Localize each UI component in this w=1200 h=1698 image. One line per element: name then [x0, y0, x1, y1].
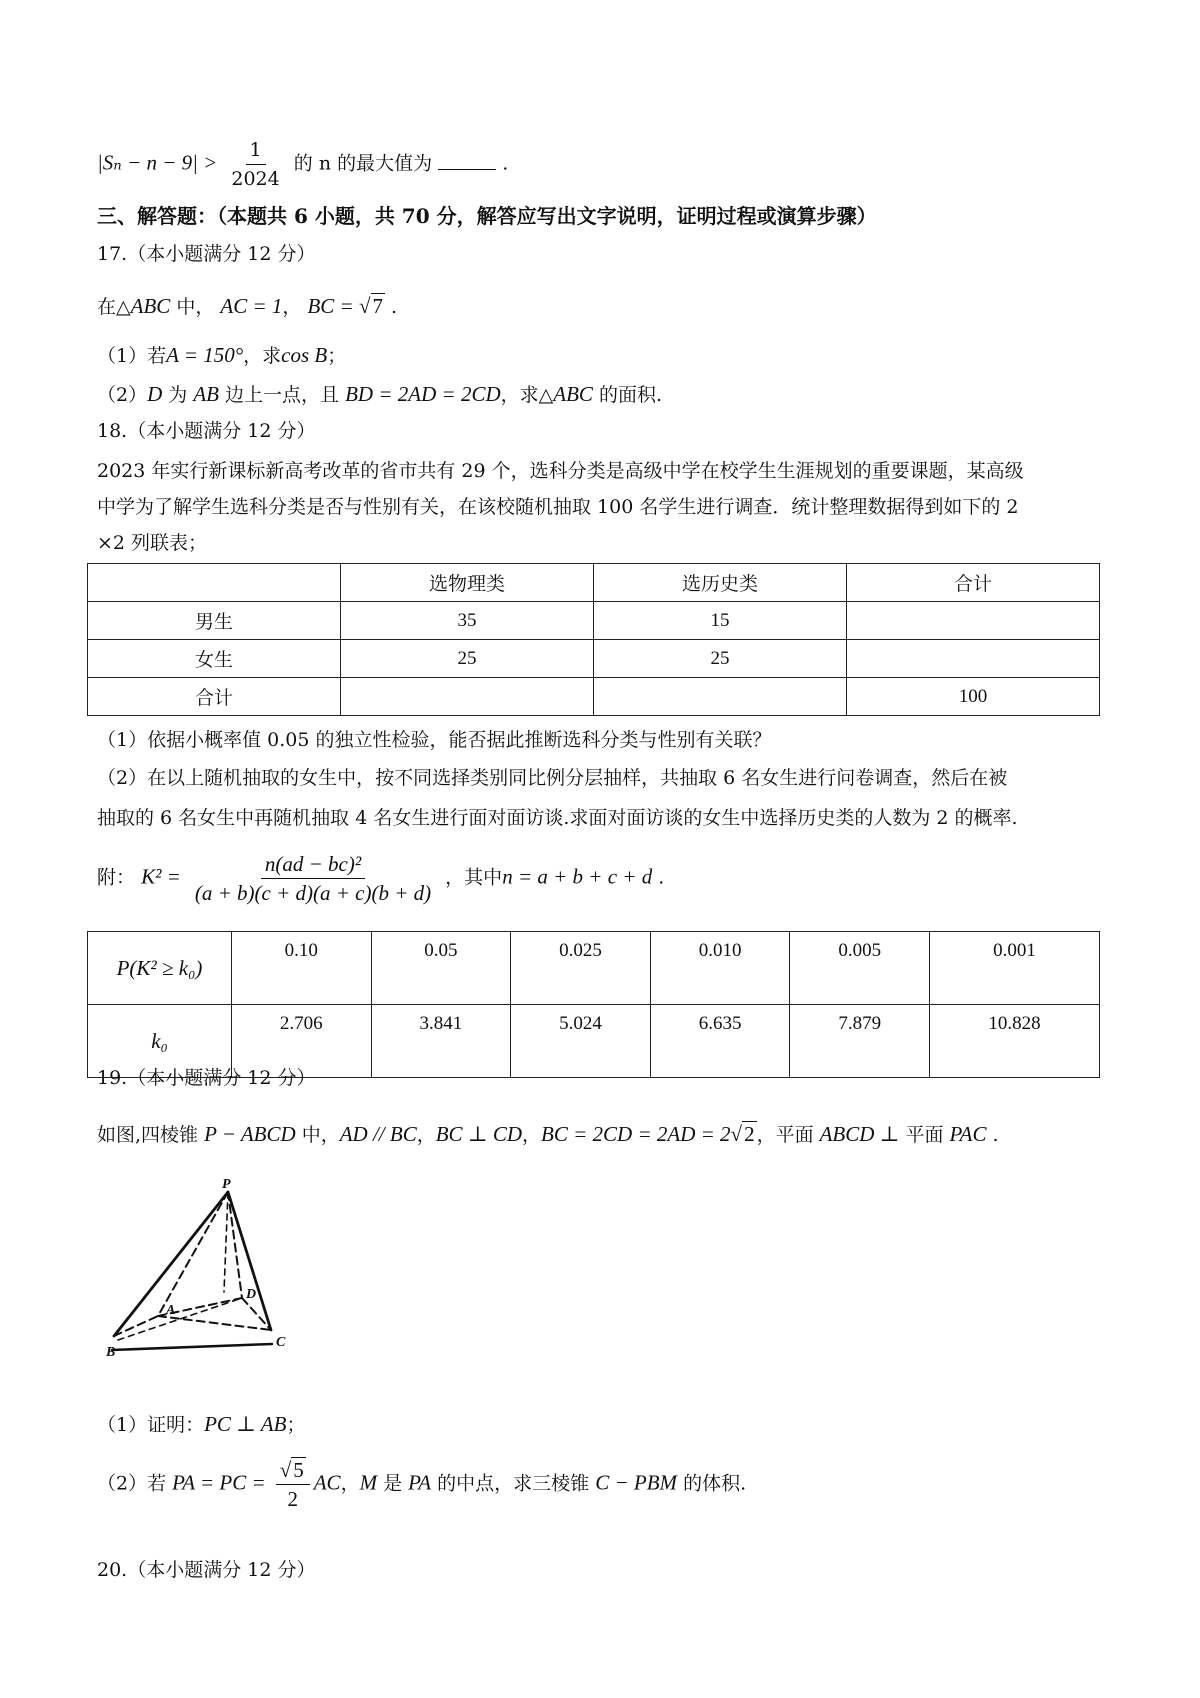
- table-row: [88, 640, 1100, 678]
- q19-sep: ，: [340, 1472, 360, 1495]
- table-header-cell: 选历史类: [593, 564, 846, 602]
- table-cell: 女生: [88, 640, 341, 678]
- table-cell: P(K² ≥ k₀): [88, 932, 232, 1005]
- q19-part2-text-2: 的中点，求三棱锥: [431, 1472, 596, 1495]
- formula-denominator: (a + b)(c + d)(a + c)(b + d): [194, 881, 432, 905]
- q19-sep-1: ，: [416, 1124, 436, 1146]
- q19-perpendicular: BC ⊥ CD: [435, 1122, 522, 1146]
- q18-header: 18.（本小题满分 12 分）: [97, 420, 316, 442]
- q17-part1-end: ；: [327, 345, 347, 367]
- formula-numerator: n(ad − bc)²: [261, 852, 365, 879]
- q16-text: 的 n 的最大值为: [293, 152, 433, 175]
- q17-part1: [97, 341, 1140, 370]
- q19-stem-text-3: ，平面: [756, 1124, 820, 1146]
- pyramid-figure: [106, 1174, 296, 1364]
- table-cell: 3.841: [371, 1005, 511, 1078]
- table-header-cell: 选物理类: [340, 564, 593, 602]
- section-3-title: 三、解答题：（本题共 6 小题，共 70 分，解答应写出文字说明，证明过程或演算步骤）: [97, 204, 877, 228]
- table-cell: [340, 678, 593, 716]
- q20-header: 20.（本小题满分 12 分）: [97, 1559, 316, 1581]
- contingency-table: [87, 563, 1100, 716]
- q17-part1-label: （1）若: [97, 345, 167, 367]
- table-cell: 男生: [88, 602, 341, 640]
- table-row: [88, 602, 1100, 640]
- q16-fraction: [227, 138, 283, 191]
- q17-part2-end: 的面积.: [592, 384, 663, 406]
- table-cell: 2.706: [232, 1005, 372, 1078]
- q19-frac-root: 5: [293, 1458, 304, 1482]
- q17-triangle-name: ABC: [130, 294, 171, 318]
- q18-part2-line1: （2）在以上随机抽取的女生中，按不同选择类别同比例分层抽样，共抽取 6 名女生进行问卷调查，然后在被: [97, 767, 1008, 789]
- formula-tail-text: ，其中: [445, 866, 503, 889]
- vertex-d-label: D: [246, 1287, 257, 1302]
- table-row: [88, 678, 1100, 716]
- q17-header: 17.（本小题满分 12 分）: [97, 243, 316, 265]
- vertex-c-label: C: [276, 1335, 286, 1350]
- q18-para-line2: 中学为了解学生选科分类是否与性别有关，在该校随机抽取 100 名学生进行调查．统计整理数据得到如下的 2: [97, 496, 1019, 518]
- q19-plane-pac: PAC: [949, 1122, 987, 1146]
- formula-end: .: [652, 866, 665, 889]
- q19-part1-end: ；: [286, 1414, 306, 1436]
- q17-stem: 在△ABC 中， AC = 1， BC = √7 .: [97, 294, 398, 318]
- q17-stem-text: 在△: [97, 296, 131, 318]
- table-cell: 25: [340, 640, 593, 678]
- q19-stem-end: .: [986, 1124, 999, 1146]
- q17-segment-ab: AB: [193, 382, 220, 406]
- q19-segment-pa: PA: [408, 1470, 432, 1495]
- table-header-cell: 合计: [846, 564, 1099, 602]
- q19-sep-2: ，: [522, 1124, 542, 1146]
- q19-point-m: M: [359, 1470, 378, 1495]
- q17-point-d: D: [147, 382, 163, 406]
- table-header-cell: [88, 564, 341, 602]
- q17-part2-text: 为: [162, 384, 194, 406]
- q18-para-line3: ×2 列联表；: [97, 532, 208, 554]
- answer-blank[interactable]: [438, 151, 496, 170]
- q19-parallel: AD // BC: [339, 1122, 417, 1146]
- table-cell: 35: [340, 602, 593, 640]
- q19-lengths: BC = 2CD = 2AD = 2: [541, 1122, 731, 1146]
- q18-part1: （1）依据小概率值 0.05 的独立性检验，能否据此推断选科分类与性别有关联？: [97, 729, 772, 751]
- table-cell: 25: [593, 640, 846, 678]
- q19-part2-lengths: PA = PC =: [172, 1470, 266, 1495]
- q19-part2-label: （2）若: [97, 1472, 173, 1495]
- formula-fraction: [191, 852, 435, 905]
- q19-frac-denominator: 2: [287, 1487, 298, 1511]
- table-cell: 合计: [88, 678, 341, 716]
- q17-angle-a: A = 150°: [166, 343, 244, 367]
- q19-part1-claim: PC ⊥ AB: [204, 1412, 287, 1436]
- q19-stem-text-4: 平面: [899, 1124, 950, 1146]
- formula-n-sum: n = a + b + c + d: [502, 864, 653, 889]
- q17-part2-label: （2）: [97, 384, 148, 406]
- q16-expression: |Sₙ − n − 9| >: [97, 150, 218, 175]
- q18-para-line1: 2023 年实行新课标新高考改革的省市共有 29 个，选科分类是高级中学在校学生生涯规划的重要课题，某高级: [97, 460, 1024, 482]
- table-cell: 7.879: [790, 1005, 930, 1078]
- vertex-a-label: A: [166, 1303, 176, 1318]
- q17-part2-text-2: 边上一点，且: [219, 384, 346, 406]
- q19-segment-ac: AC: [313, 1470, 341, 1495]
- table-cell: 10.828: [930, 1005, 1100, 1078]
- q19-part1: [97, 1410, 1140, 1439]
- q17-cos-b: cos B: [281, 343, 328, 367]
- q16-frac-denominator: 2024: [231, 168, 280, 190]
- table-cell: k₀: [88, 1005, 232, 1078]
- q17-bc-label: BC =: [307, 294, 359, 318]
- q19-part2: [97, 1458, 1140, 1511]
- q17-part2: [97, 380, 1140, 409]
- table-row: [88, 932, 1100, 1005]
- table-cell: 0.025: [511, 932, 651, 1005]
- q17-ac-value: AC = 1: [220, 294, 283, 318]
- q16-tail: [97, 138, 1140, 191]
- table-cell: 15: [593, 602, 846, 640]
- q18-formula: [97, 852, 1140, 905]
- formula-label: 附：: [97, 866, 136, 889]
- q19-frac-numerator: √5: [276, 1458, 310, 1485]
- formula-lhs: K² =: [141, 864, 181, 889]
- q19-pyramid: P − ABCD: [204, 1122, 296, 1146]
- table-cell: [593, 678, 846, 716]
- q19-tetrahedron: C − PBM: [595, 1470, 678, 1495]
- q17-part1-text: ，求: [243, 345, 282, 367]
- table-cell: 0.001: [930, 932, 1100, 1005]
- vertex-b-label: B: [106, 1345, 116, 1360]
- table-cell: 0.10: [232, 932, 372, 1005]
- q19-stem-text-2: 中，: [295, 1124, 340, 1146]
- q17-stem-text-2: 中，: [170, 296, 215, 318]
- table-cell: 5.024: [511, 1005, 651, 1078]
- table-cell: [846, 602, 1099, 640]
- q17-triangle-name-2: ABC: [553, 382, 593, 406]
- q18-part2-line2: 抽取的 6 名女生中再随机抽取 4 名女生进行面对面访谈.求面对面访谈的女生中选择历史类的人数为 2 的概率.: [97, 807, 1018, 829]
- q16-frac-numerator: 1: [246, 138, 266, 165]
- table-cell: 0.005: [790, 932, 930, 1005]
- q17-equation: BD = 2AD = 2CD: [345, 382, 501, 406]
- q19-part2-text: 是: [377, 1472, 409, 1495]
- table-cell: 0.010: [650, 932, 790, 1005]
- q19-part1-label: （1）证明：: [97, 1414, 205, 1436]
- q19-fraction: [276, 1458, 310, 1511]
- q16-end: .: [502, 152, 509, 175]
- table-cell: 100: [846, 678, 1099, 716]
- table-cell: 6.635: [650, 1005, 790, 1078]
- q17-part2-text-3: ，求△: [500, 384, 554, 406]
- q19-stem-text: 如图,四棱锥: [97, 1124, 205, 1146]
- q19-header: 19.（本小题满分 12 分）: [97, 1067, 316, 1089]
- vertex-p-label: P: [222, 1177, 231, 1192]
- q19-root: 2: [744, 1122, 755, 1146]
- table-cell: 0.05: [371, 932, 511, 1005]
- q19-part2-end: 的体积.: [677, 1472, 747, 1495]
- critical-value-table: [87, 931, 1100, 1078]
- q19-plane-abcd: ABCD ⊥: [819, 1122, 900, 1146]
- q19-stem: 如图,四棱锥 P − ABCD 中，AD // BC，BC ⊥ CD，BC = 2CD = 2AD = 2√2 ，平面 ABCD ⊥ 平面 PAC .: [97, 1122, 999, 1146]
- table-header-row: [88, 564, 1100, 602]
- table-cell: [846, 640, 1099, 678]
- q17-bc-root: 7: [372, 294, 384, 318]
